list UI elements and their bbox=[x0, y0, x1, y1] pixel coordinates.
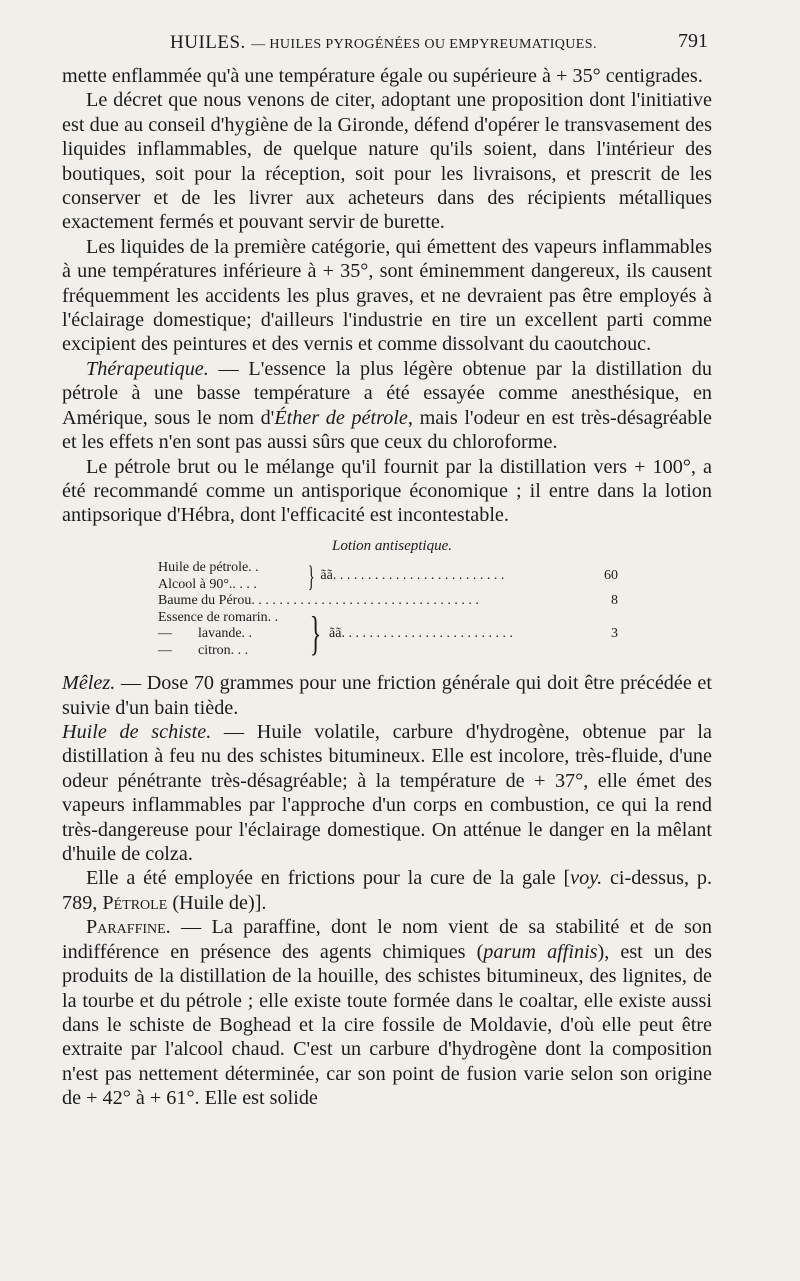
paragraph-6 bbox=[62, 671, 712, 720]
p8-b: ci-dessus, p. 789, bbox=[62, 867, 713, 914]
ingredient: lavande. . bbox=[198, 626, 253, 642]
p9-a: — La paraffine, dont le nom vient de sa stabilité et de son indifférence en présence des agents chimiques ( bbox=[62, 916, 712, 963]
paragraph-9 bbox=[62, 915, 712, 1110]
label-huile-de-schiste: Huile de schiste. bbox=[62, 721, 212, 744]
header-title-main: HUILES. bbox=[170, 32, 246, 53]
recipe-quantity: 3 bbox=[611, 626, 618, 642]
ditto-dash: — bbox=[158, 642, 172, 658]
brace-icon: } bbox=[309, 607, 322, 661]
ingredient: Baume du Pérou. . . . . . . . . . . . . . . . . . . . . . . . . . . . . . . . . bbox=[158, 593, 479, 609]
running-header bbox=[62, 28, 712, 64]
page-number: 791 bbox=[678, 30, 708, 52]
p8-voy: voy. bbox=[570, 867, 603, 890]
recipe-group-3 bbox=[158, 607, 618, 661]
body-text bbox=[62, 64, 712, 528]
recipe-group-1-names bbox=[158, 560, 308, 593]
label-paraffine: Paraffine. bbox=[86, 916, 171, 939]
paragraph-1: mette enflammée qu'à une température égale ou supérieure à + 35° centigrades. bbox=[62, 65, 703, 87]
p6-text: — Dose 70 grammes pour une friction générale qui doit être précédée et suivie d'un bain tiède. bbox=[62, 672, 712, 719]
p7-text: — Huile volatile, carbure d'hydrogène, obtenue par la distillation à feu nu des schistes bitumineux. Elle est incolore, très-fluide, d'une odeur pénétrante très-désagréable; à la température de + 37°, elle émet des vapeurs inflammables par l'approche d'un corps en combustion, ce qui la rend très-dangereuse pour l'éclairage domestique. On atténue le danger en la mêlant d'huile de colza. bbox=[62, 721, 712, 866]
ingredient: Essence de romarin. . bbox=[158, 609, 279, 625]
p4-text: — L'essence la plus légère obtenue par la distillation du pétrole à une basse température a été essayée comme anesthésique, en Amérique, sous le nom d' bbox=[62, 357, 712, 429]
paragraph-5: Le pétrole brut ou le mélange qu'il fournit par la distillation vers + 100°, a été recommandé comme un antisporique économique ; il entre dans la lotion antipsorique d'Hébra, dont l'efficacité est incontestable. bbox=[62, 455, 712, 527]
ingredient: Huile de pétrole. . bbox=[158, 560, 259, 576]
ingredient: citron. . . bbox=[198, 642, 249, 658]
recipe-quantity: 8 bbox=[611, 593, 618, 609]
p4-text2: , mais l'odeur en est très-désagréable et les effets n'en sont pas aussi sûrs que ceux du chloroforme. bbox=[62, 406, 712, 454]
paragraph-3: Les liquides de la première catégorie, qui émettent des vapeurs inflammables à une températures inférieure à + 35°, sont éminemment dangereux, ils causent fréquemment les accidents les plus graves, et ne devraient pas être employés à l'éclairage domestique; d'ailleurs l'industrie en tire un excellent parti comme excipient des peintures et des vernis et comme dissolvant du caoutchouc. bbox=[62, 235, 712, 356]
recipe-row-2 bbox=[158, 593, 618, 610]
brace-icon: } bbox=[307, 559, 315, 593]
recipe-title: Lotion antiseptique. bbox=[332, 537, 452, 554]
header-title bbox=[170, 32, 597, 54]
ether-term: Éther de pétrole bbox=[274, 406, 408, 429]
recipe-quantity: 60 bbox=[604, 568, 618, 584]
paragraph-2: Le décret que nous venons de citer, adoptant une proposition dont l'initiative est due au conseil d'hygiène de la Gironde, défend d'opérer le transvasement des liquides inflammables, de quelque nature qu'ils soient, dans l'intérieur des boutiques, soit pour la réception, soit pour les livraisons, et prescrit de les conserver et de les livrer aux acheteurs dans des récipients métalliques exactement fermés et pouvant servir de burette. bbox=[62, 89, 712, 234]
paragraph-8 bbox=[62, 866, 712, 915]
paragraph-7 bbox=[62, 720, 712, 866]
ingredient: Alcool à 90°.. . . . bbox=[158, 576, 257, 592]
label-melez: Mêlez. bbox=[62, 672, 116, 695]
p8-a: Elle a été employée en frictions pour la cure de la gale [ bbox=[86, 867, 571, 890]
recipe-aa: ãã. . . . . . . . . . . . . . . . . . . . . . . . . bbox=[329, 626, 513, 642]
p8-petrole: Pétrole bbox=[102, 891, 168, 914]
recipe-group-1 bbox=[158, 560, 618, 593]
p8-c: (Huile de)]. bbox=[167, 891, 267, 914]
p9-b: ), est un des produits de la distillation de la houille, des schistes bitumineux, des lignites, de la tourbe et du pétrole ; elle existe toute formée dans le coaltar, elle existe aussi dans le schiste de Boghead et la cire fossile de Moldavie, d'où elle peut être extraite par l'alcool chaud. C'est un carbure d'hydrogène dont la composition n'est pas nettement déterminée, car son point de fusion varie selon son origine de + 42° à + 61°. Elle est solide bbox=[62, 940, 712, 1110]
ingredient-line bbox=[158, 626, 308, 643]
header-subtitle: — HUILES PYROGÉNÉES OU EMPYREUMATIQUES. bbox=[251, 37, 597, 52]
p9-latin: parum affinis bbox=[483, 940, 598, 963]
paragraph-4 bbox=[62, 357, 712, 455]
body-text-2 bbox=[62, 671, 712, 1110]
label-therapeutique: Thérapeutique. bbox=[86, 357, 209, 380]
recipe-aa: ãã. . . . . . . . . . . . . . . . . . . . . . . . . bbox=[320, 568, 505, 584]
recipe-group-3-names bbox=[158, 610, 308, 660]
ditto-dash: — bbox=[158, 626, 172, 642]
book-page bbox=[62, 28, 712, 1111]
ingredient-line bbox=[158, 643, 308, 660]
recipe-block bbox=[62, 538, 712, 660]
